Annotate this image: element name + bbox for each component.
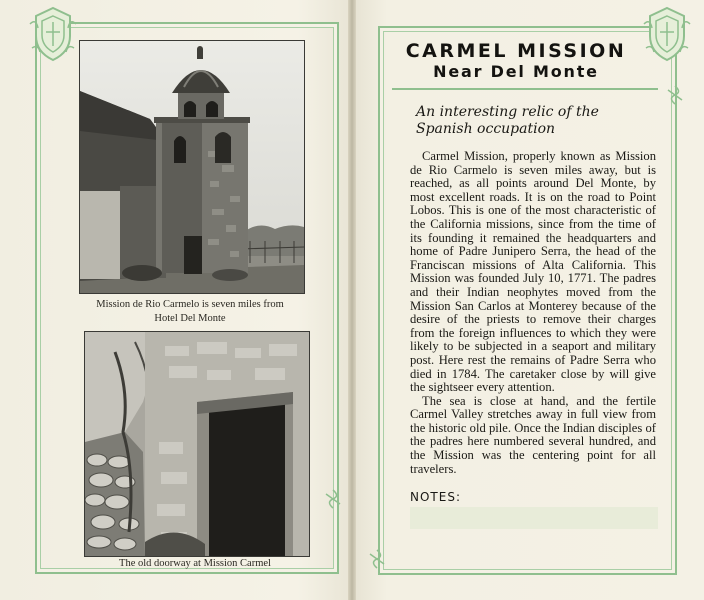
bottom-photo-caption: The old doorway at Mission Carmel: [119, 558, 271, 569]
old-doorway-photo: [84, 331, 310, 557]
mission-tower-photo: [79, 40, 305, 294]
notes-label: NOTES:: [410, 490, 461, 504]
intro-heading: An interesting relic of the Spanish occupation: [416, 104, 599, 137]
top-photo-caption: Mission de Rio Carmelo is seven miles from Hotel Del Monte: [96, 299, 284, 324]
body-paragraph: The sea is close at hand, and the fertile Carmel Valley stretches away in full view from the historic old pile. Once the Indian disciples of the padres here numbered several hundred, and the Mission was the centering point for all travelers.: [410, 393, 656, 476]
page-header: [392, 34, 640, 86]
flourish-ornament-icon: [664, 84, 686, 106]
crest-ornament-icon: [640, 4, 694, 64]
page-title: CARMEL MISSION: [405, 40, 627, 62]
flourish-ornament-icon: [322, 488, 344, 510]
article-body: [410, 150, 656, 476]
page-subtitle: Near Del Monte: [433, 62, 599, 81]
crest-ornament-icon: [26, 4, 80, 64]
flourish-ornament-icon: [366, 548, 388, 570]
body-paragraph: Carmel Mission, properly known as Mission de Rio Carmelo is seven miles away, but is reached, as all points around Del Monte, by most excellent roads. It is on the road to Point Lobos. This is one of the most characteristic of the California missions, since from the time of its founding it remained the headquarters and home of Padre Junipero Serra, the head of the Franciscan missions of Alta California. This Mission was founded July 10, 1771. The padres and their Indian neophytes moved from the Mission San Carlos at Monterey because of the desire of the priests to remove their charges from the foreign influences to which they were likely to be subjected in a seaport and military post. Here rest the remains of Padre Serra who died in 1784. The caretaker close by will give the sightseer every attention.: [410, 149, 656, 395]
header-divider: [392, 88, 658, 90]
notes-area: [410, 507, 658, 529]
book-gutter: [348, 0, 356, 600]
